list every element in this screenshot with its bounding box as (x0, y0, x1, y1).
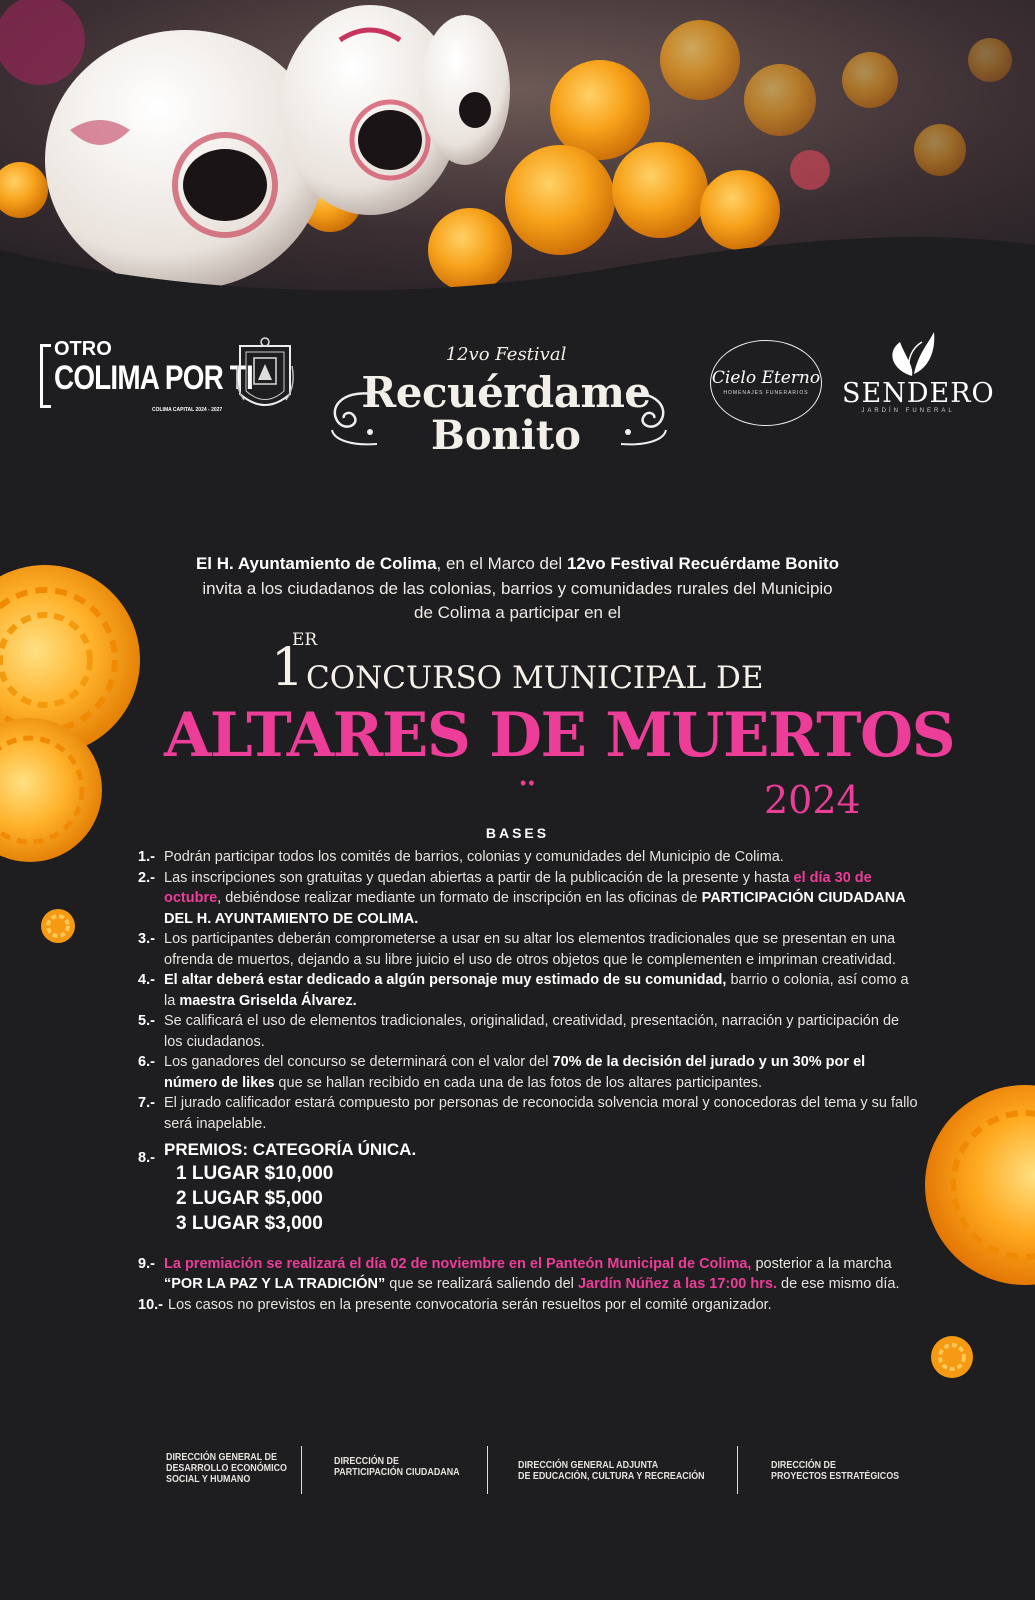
item-bold-2: maestra Griselda Álvarez. (179, 992, 357, 1009)
intro-paragraph (130, 552, 905, 626)
intro-festival: 12vo Festival Recuérdame Bonito (566, 554, 840, 573)
item-number: 9.- (138, 1255, 155, 1272)
sugar-skull-left (45, 30, 325, 290)
bases-item-9 (138, 1254, 918, 1295)
bases-item-2 (138, 868, 918, 930)
intro-org: El H. Ayuntamiento de Colima (195, 554, 437, 573)
intro-line1 (130, 552, 905, 577)
intro-text1: , en el Marco del (436, 554, 567, 573)
left-flourish-icon (322, 384, 382, 454)
item-text: El jurado calificador estará compuesto por personas de reconocida solvencia moral y conocedoras del tema y su fallo será inapelable. (164, 1095, 918, 1132)
bases-item-8 (138, 1140, 918, 1166)
item-text-b: que se hallan recibido en cada una de las fotos de los altares participantes. (274, 1074, 763, 1091)
item-text-b: , debiéndose realizar mediante un formato de inscripción en las oficinas de (217, 890, 698, 906)
footer-line: DIRECCIÓN DE (334, 1455, 399, 1467)
cielo-eterno-logo (710, 340, 822, 426)
item-text-b: que se realizará saliendo del (385, 1276, 578, 1292)
footer-dept-education-culture (518, 1460, 705, 1482)
logo-line2: COLIMA POR TI (54, 359, 253, 397)
sugar-skull-right (420, 15, 510, 165)
contest-year: 2024 (764, 778, 861, 822)
footer-line: PARTICIPACIÓN CIUDADANA (334, 1466, 460, 1478)
item-text: Los ganadores del concurso se determinará con el valor del (164, 1054, 553, 1070)
festival-title-line2: Bonito (431, 412, 581, 459)
footer-line: PROYECTOS ESTRATÉGICOS (771, 1470, 900, 1482)
item-number: 8.- (138, 1150, 155, 1166)
item-text: Se calificará el uso de elementos tradicionales, originalidad, creatividad, presentación, narración y participación de los ciudadanos. (164, 1013, 900, 1050)
footer-line: DIRECCIÓN GENERAL ADJUNTA (518, 1459, 659, 1471)
sendero-sub: JARDÍN FUNERAL (861, 408, 955, 414)
item-text-c: de ese mismo día. (777, 1276, 900, 1292)
logo-line1: OTRO (54, 338, 112, 360)
right-flourish-icon (616, 384, 676, 454)
item-number: 3.- (138, 931, 155, 947)
marigold-small-right-icon (930, 1335, 974, 1379)
sendero-logo (842, 330, 995, 420)
item-bold: 70% de la decisión del jurado y un 30% por el número de likes (164, 1054, 866, 1091)
item-number: 2.- (138, 869, 155, 886)
marigold-small-left-icon (40, 908, 76, 944)
item-number: 4.- (138, 972, 155, 988)
intro-line3: de Colima a participar en el (414, 603, 621, 622)
prize-first: 1 LUGAR $10,000 (176, 1162, 334, 1184)
footer-line: DE EDUCACIÓN, CULTURA Y RECREACIÓN (518, 1470, 705, 1482)
footer-divider (301, 1446, 302, 1494)
footer-line: DIRECCIÓN DE (771, 1459, 836, 1471)
prizes-title: PREMIOS: CATEGORÍA ÚNICA. (164, 1140, 417, 1159)
footer-divider (487, 1446, 488, 1494)
item-deadline: el día 30 de octubre (164, 869, 872, 906)
item-text: Los casos no previstos en la presente convocatoria serán resueltos por el comité organizador. (168, 1296, 772, 1313)
item-march-name: “POR LA PAZ Y LA TRADICIÓN” (164, 1276, 386, 1292)
footer-dept-citizen-participation (334, 1456, 460, 1478)
item-number: 1.- (138, 849, 155, 865)
logo-bracket (40, 344, 51, 408)
contest-ordinal-suffix: ER (292, 630, 318, 650)
leaves-icon (882, 330, 936, 380)
cielo-eterno-sub: HOMENAJES FUNERARIOS (723, 390, 809, 396)
intro-line2: invita a los ciudadanos de las colonias, barrios y comunidades rurales del Municipio (202, 578, 833, 598)
item-text: Podrán participar todos los comités de barrios, colonias y comunidades del Municipio de Colima. (164, 849, 784, 865)
hero-sugar-skulls-image (0, 0, 1035, 300)
title-dots: •• (520, 773, 537, 793)
marigold-flower-right-icon (925, 1075, 1035, 1295)
footer-dept-strategic-projects (771, 1460, 899, 1482)
item-office: PARTICIPACIÓN CIUDADANA DEL H. AYUNTAMIENTO DE COLIMA. (164, 890, 906, 927)
item-text: Las inscripciones son gratuitas y quedan abiertas a partir de la publicación de la presente y hasta (164, 869, 790, 886)
bases-item-4 (138, 970, 918, 1011)
contest-title: ALTARES DE MUERTOS (164, 700, 955, 771)
item-award-ceremony: La premiación se realizará el día 02 de noviembre en el Panteón Municipal de Colima, (164, 1255, 752, 1272)
bases-item-5 (138, 1011, 918, 1052)
bases-item-7 (138, 1093, 918, 1134)
item-text: Los participantes deberán comprometerse a usar en su altar los elementos tradicionales que se presentan en una ofrenda de muertos, dejando a su libre juicio el uso de otros objetos que le complementen e impriman creatividad. (164, 931, 896, 968)
bases-item-3 (138, 929, 918, 970)
footer-divider (737, 1446, 738, 1494)
logo-tagline: COLIMA CAPITAL 2024 - 2027 (152, 407, 223, 413)
festival-title-line1: Recuérdame (361, 368, 651, 417)
marigold-flower-left-icon (0, 565, 150, 865)
footer-line: DESARROLLO ECONÓMICO (166, 1462, 287, 1474)
item-number: 5.- (138, 1013, 155, 1029)
festival-edition: 12vo Festival (445, 344, 567, 365)
colima-seal-icon (236, 336, 294, 418)
prize-second: 2 LUGAR $5,000 (176, 1187, 323, 1209)
item-bold: El altar deberá estar dedicado a algún personaje muy estimado de su comunidad, (164, 972, 727, 988)
prize-third: 3 LUGAR $3,000 (176, 1212, 323, 1234)
item-number: 10.- (138, 1296, 163, 1313)
footer-dept-economic-development (166, 1452, 287, 1485)
bases-heading: BASES (485, 825, 550, 841)
cielo-eterno-name: Cielo Eterno (711, 368, 821, 388)
item-text: posterior a la marcha (751, 1255, 892, 1272)
bases-item-10 (138, 1295, 918, 1316)
bases-item-1 (138, 847, 918, 868)
item-number: 6.- (138, 1054, 155, 1070)
item-march-place-time: Jardín Núñez a las 17:00 hrs. (577, 1276, 777, 1292)
footer-line: DIRECCIÓN GENERAL DE (166, 1451, 277, 1463)
item-text: barrio o colonia, así como a la (164, 972, 909, 1009)
sendero-name: SENDERO (842, 378, 995, 409)
contest-ordinal-number: 1 (271, 638, 305, 698)
bases-item-6 (138, 1052, 918, 1093)
bases-list (138, 847, 918, 1315)
item-number: 7.- (138, 1095, 155, 1111)
contest-subtitle: CONCURSO MUNICIPAL DE (306, 660, 764, 696)
otro-colima-por-ti-logo (40, 336, 253, 413)
footer-departments (0, 1446, 1035, 1506)
footer-line: SOCIAL Y HUMANO (166, 1473, 251, 1485)
